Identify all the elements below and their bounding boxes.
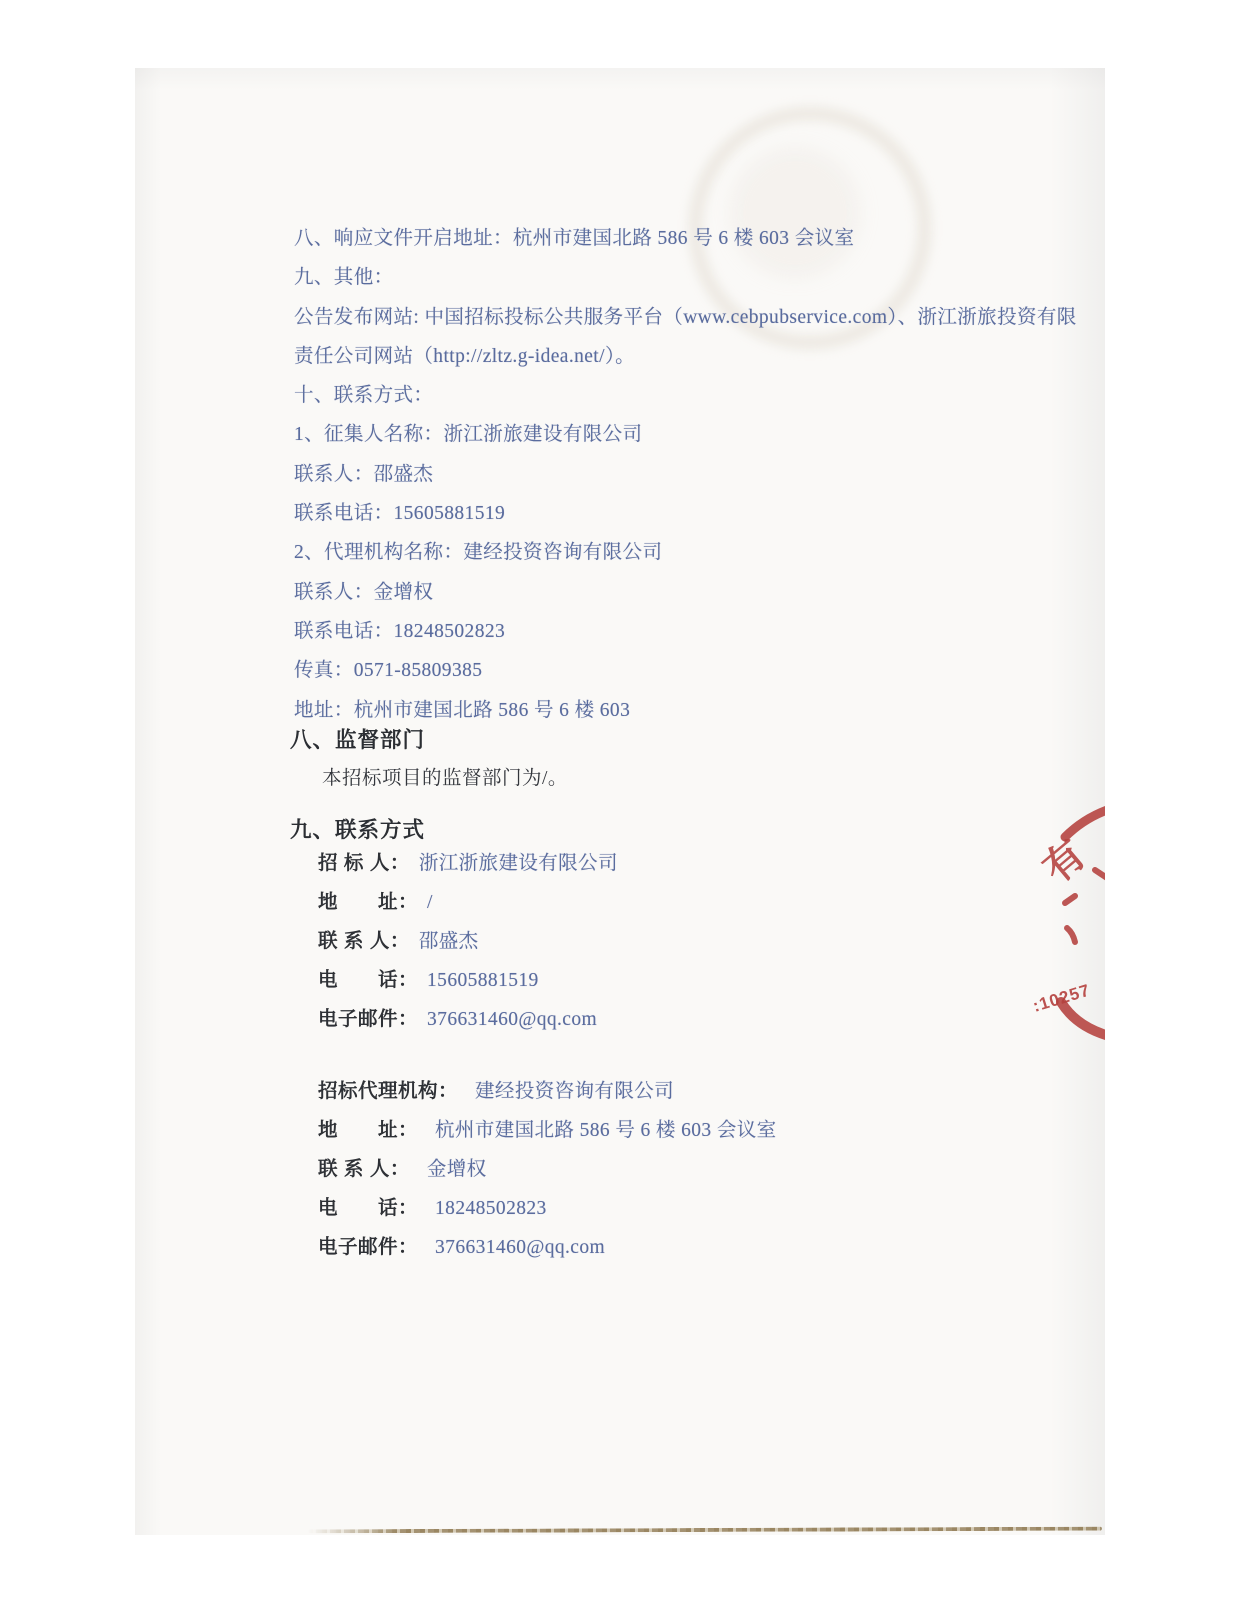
announcement-body [294,219,1077,730]
section-heading-supervision: 八、监督部门 [290,728,426,752]
contact-row [318,922,618,961]
body-line: 联系人：邵盛杰 [294,463,434,485]
supervision-paragraph: 本招标项目的监督部门为/。 [322,768,568,789]
contact-value: 376631460@qq.com [427,1008,598,1030]
paper-sheet [135,68,1105,1535]
seal-ring-mid-mark-2 [1067,928,1075,942]
contact-value: 浙江浙旅建设有限公司 [418,853,618,874]
contact-row [318,883,618,922]
contact-value: / [427,891,433,913]
contact-label: 电 话： [318,1196,419,1219]
contact-label: 电 话： [318,968,419,991]
seal-char: 有 [1035,832,1095,892]
contact-value: 邵盛杰 [418,930,479,952]
contact-label: 地 址： [318,890,419,913]
body-line: 2、代理机构名称：建经投资咨询有限公司 [294,542,663,564]
body-line: 联系电话：18248502823 [294,620,506,642]
contact-row [318,961,618,1000]
red-seal-fragment [1023,790,1105,1090]
body-line: 1、征集人名称：浙江浙旅建设有限公司 [294,424,643,446]
contact-row [318,1000,618,1039]
contact-value: 建经投资咨询有限公司 [475,1081,675,1102]
seal-partial-char-stroke [1095,870,1105,878]
body-line: 十、联系方式： [294,385,434,407]
body-line: 八、响应文件开启地址：杭州市建国北路 586 号 6 楼 603 会议室 [294,228,855,249]
contact-row [318,1111,777,1150]
contact-value: 376631460@qq.com [435,1236,606,1258]
body-line: 责任公司网站（http://zltz.g-idea.net/）。 [294,345,635,367]
contact-value: 金增权 [426,1158,487,1180]
body-line: 传真：0571-85809385 [294,660,483,682]
body-line: 联系电话：15605881519 [294,503,506,525]
contact-value: 15605881519 [427,969,539,991]
body-line: 联系人：金增权 [294,581,434,603]
contact-row [318,844,618,883]
contact-value: 杭州市建国北路 586 号 6 楼 603 会议室 [435,1119,777,1141]
contact-label: 地 址： [318,1118,419,1141]
tenderee-contact-block [318,844,618,1038]
seal-ring-bottom-arc [1061,1002,1105,1037]
seal-ring-mid-mark-1 [1065,896,1075,903]
body-line: 地址：杭州市建国北路 586 号 6 楼 603 [294,699,631,721]
body-line: 公告发布网站: 中国招标投标公共服务平台（www.cebpubservice.com）、浙江浙旅投资有限 [294,306,1077,328]
contact-row [318,1072,777,1111]
contact-label: 联 系 人： [318,1157,410,1180]
contact-row [318,1150,777,1189]
contact-row [318,1189,777,1228]
contact-label: 联 系 人： [318,929,410,952]
section-heading-contact: 九、联系方式 [290,818,426,842]
contact-value: 18248502823 [435,1197,547,1219]
contact-row [318,1228,777,1267]
contact-label: 招 标 人： [318,852,410,874]
agency-contact-block [318,1072,777,1266]
contact-label: 电子邮件： [318,1235,419,1258]
seal-ring-top-arc [1065,810,1105,837]
contact-label: 电子邮件： [318,1007,419,1030]
seal-number: :10257 [1030,980,1093,1016]
contact-label: 招标代理机构： [318,1080,459,1102]
body-line: 九、其他： [294,267,394,289]
